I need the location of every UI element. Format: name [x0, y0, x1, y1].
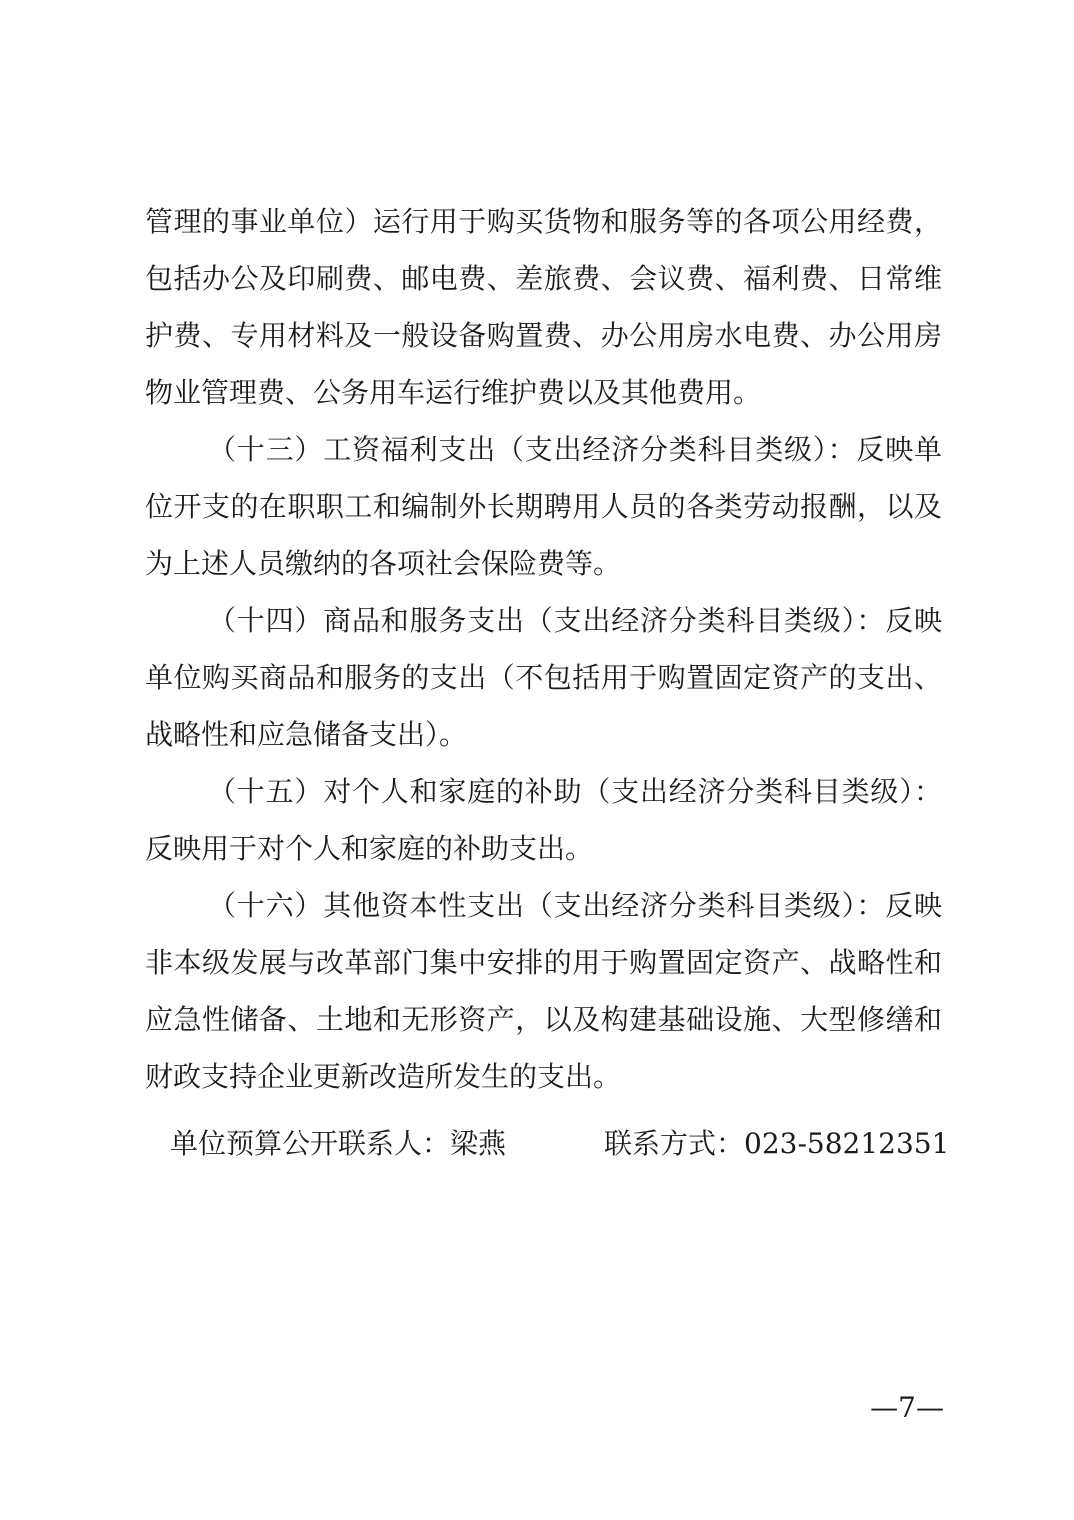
paragraph-line: 应急性储备、土地和无形资产，以及构建基础设施、大型修缮和	[145, 1003, 942, 1036]
paragraph-line: 护费、专用材料及一般设备购置费、办公用房水电费、办公用房	[145, 319, 942, 352]
contact-phone: 联系方式：023-58212351	[604, 1127, 950, 1160]
paragraph-line: 物业管理费、公务用车运行维护费以及其他费用。	[145, 376, 762, 409]
paragraph-line: 位开支的在职职工和编制外长期聘用人员的各类劳动报酬，以及	[145, 490, 942, 523]
paragraph-line: （十五）对个人和家庭的补助（支出经济分类科目类级）：	[208, 775, 942, 808]
paragraph-line: 财政支持企业更新改造所发生的支出。	[145, 1060, 622, 1093]
paragraph-line: 非本级发展与改革部门集中安排的用于购置固定资产、战略性和	[145, 946, 942, 979]
paragraph-line: 反映用于对个人和家庭的补助支出。	[145, 832, 594, 865]
paragraph-line: 为上述人员缴纳的各项社会保险费等。	[145, 547, 622, 580]
paragraph-line: （十三）工资福利支出（支出经济分类科目类级）：反映单	[208, 433, 942, 466]
paragraph-line: （十六）其他资本性支出（支出经济分类科目类级）：反映	[208, 889, 942, 922]
page-number: —7—	[870, 1391, 944, 1424]
paragraph-line: 战略性和应急储备支出）。	[145, 718, 468, 751]
contact-person: 单位预算公开联系人：梁燕	[170, 1127, 507, 1160]
paragraph-line: 管理的事业单位）运行用于购买货物和服务等的各项公用经费，	[145, 205, 942, 238]
paragraph-line: （十四）商品和服务支出（支出经济分类科目类级）：反映	[208, 604, 942, 637]
paragraph-line: 包括办公及印刷费、邮电费、差旅费、会议费、福利费、日常维	[145, 262, 942, 295]
paragraph-line: 单位购买商品和服务的支出（不包括用于购置固定资产的支出、	[145, 661, 942, 694]
